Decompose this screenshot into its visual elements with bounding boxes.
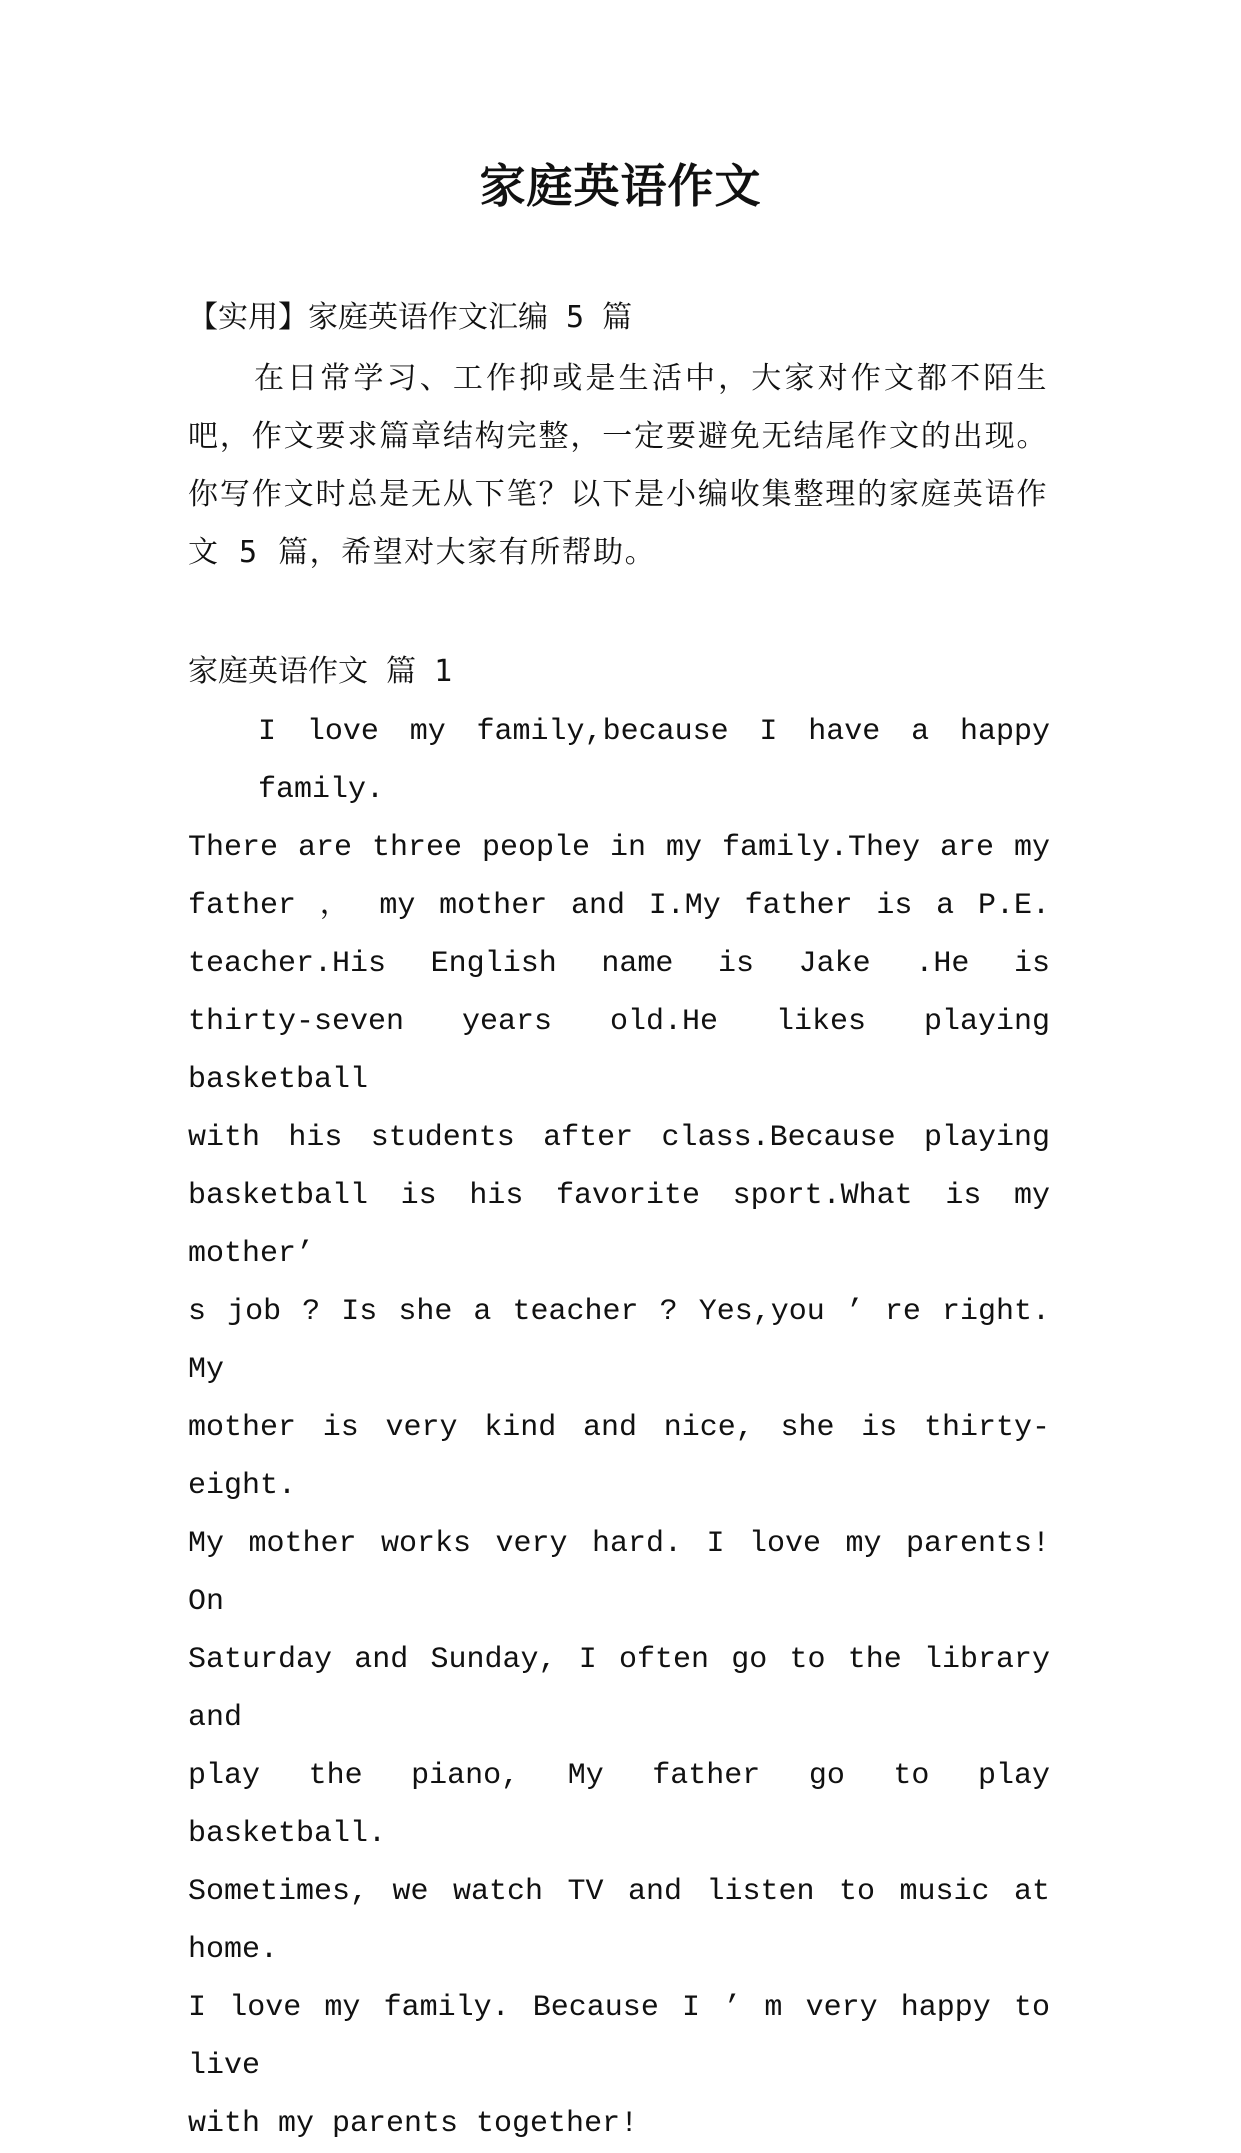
essay-line: with his students after class.Because playing: [188, 1121, 1050, 1155]
essay-line: I love my family. Because I ’ m very happy to live: [188, 1991, 1050, 2083]
essay-line: mother is very kind and nice, she is thirty-eight.: [188, 1411, 1050, 1503]
essay-line: father ， my mother and I.My father is a P.E.: [188, 889, 1050, 923]
document-subtitle: 【实用】家庭英语作文汇编 5 篇: [188, 300, 633, 335]
essay-line: My mother works very hard. I love my parents! On: [188, 1527, 1050, 1619]
essay-line: There are three people in my family.They are my: [188, 831, 1050, 865]
section-heading: 家庭英语作文 篇 1: [188, 654, 453, 689]
essay-line: I love my family,because I have a happy family.: [258, 715, 1050, 807]
document-title: 家庭英语作文: [479, 159, 762, 213]
intro-paragraph: 在日常学习、工作抑或是生活中，大家对作文都不陌生吧，作文要求篇章结构完整，一定要避免无结尾作文的出现。你写作文时总是无从下笔？以下是小编收集整理的家庭英语作文 5 篇，希望对大家有所帮助。: [188, 361, 1048, 570]
essay-line: Saturday and Sunday, I often go to the library and: [188, 1643, 1050, 1735]
essay-line: with my parents together!: [188, 2107, 639, 2141]
essay-line: teacher.His English name is Jake .He is: [188, 947, 1050, 981]
essay-line: basketball is his favorite sport.What is my mother’: [188, 1179, 1050, 1271]
essay-line: Sometimes, we watch TV and listen to music at home.: [188, 1875, 1050, 1967]
essay-line: s job ? Is she a teacher ? Yes,you ’ re right. My: [188, 1295, 1050, 1387]
essay-paragraph: [188, 703, 1050, 2153]
essay-line: thirty-seven years old.He likes playing basketball: [188, 1005, 1050, 1097]
essay-line: play the piano, My father go to play basketball.: [188, 1759, 1050, 1851]
